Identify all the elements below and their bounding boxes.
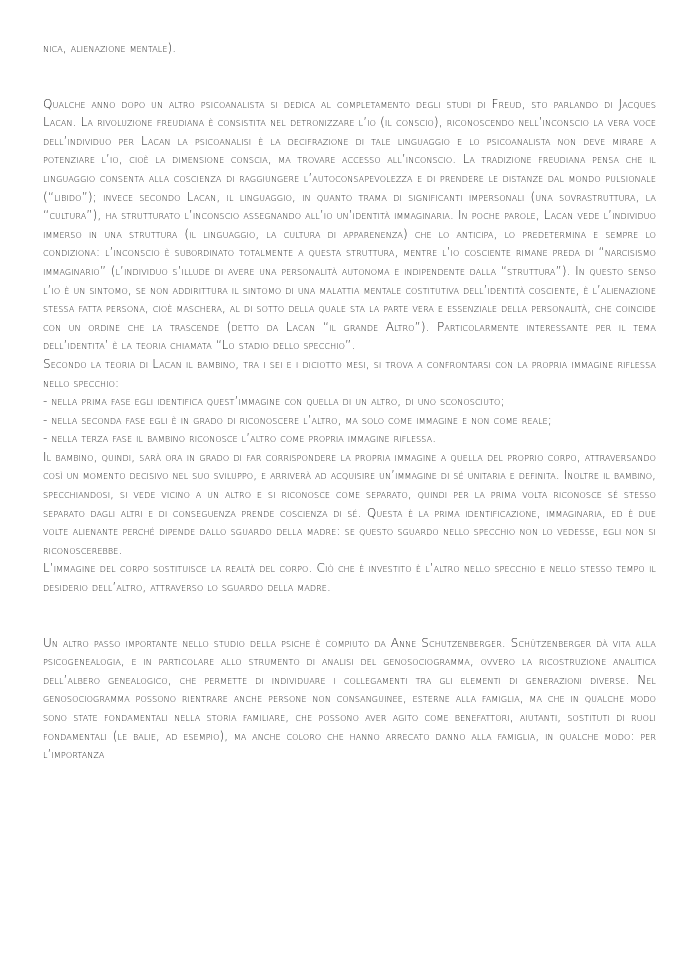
paragraph-child: Il bambino, quindi, sarà ora in grado di far corrispondere la propria immagine a quella del proprio corpo, attraversando così un momento decisivo nel suo sviluppo, e arriverà ad acquisire un’immagine di sé unitaria e definita. Inoltre il bambino, specchiandosi, si vede vicino a un altro e si riconosce come separato, quindi per la prima volta riconosce sé stesso separato dagli altri e di conseguenza prende coscienza di sé. Questa è la prima identificazione, immaginaria, ed è due volte alienante perché dipende dallo sguardo della madre: se questo sguardo nello specchio non lo vedesse, egli non si riconoscerebbe. [43, 449, 657, 557]
paragraph-gap [43, 58, 656, 95]
document-page [43, 39, 656, 764]
list-item-stage-2: - nella seconda fase egli è in grado di riconoscere l’altro, ma solo come immagine e non come reale; [43, 412, 552, 427]
paragraph-gap [43, 597, 656, 634]
list-item-stage-3: - nella terza fase il bambino riconosce l’altro come propria immagine riflessa. [43, 431, 437, 446]
paragraph-fragment-top: nica, alienazione mentale). [43, 41, 177, 55]
paragraph-intro-stages: Secondo la teoria di Lacan il bambino, tra i sei e i diciotto mesi, si trova a confrontarsi con la propria immagine riflessa nello specchio: [43, 356, 656, 390]
paragraph-schutzenberger: Un altro passo importante nello studio della psiche è compiuto da Anne Schutzenberger. Schützenberger dà vita alla psicogenealogia, e in particolare allo strumento di analisi del genosociogramma, ovvero la ricostruzione analitica dell’albero genealogico, che permette di individuare i collegamenti tra gli elementi di generazioni diverse. Nel genosociogramma possono rientrare anche persone non consanguinee, esterne alla famiglia, ma che in qualche modo sono state fondamentali nella storia familiare, che possono aver agito come benefattori, aiutanti, sostituti di ruoli fondamentali (le balie, ad esempio), ma anche coloro che hanno arrecato danno alla famiglia, in qualche modo: per l’importanza [43, 635, 656, 762]
paragraph-body-image: L’immagine del corpo sostituisce la realtà del corpo. Ciò che è investito è l’altro nello specchio e nello stesso tempo il desiderio dell’altro, attraverso lo sguardo della madre. [43, 561, 656, 595]
list-item-stage-1: - nella prima fase egli identifica quest’immagine con quella di un altro, di uno sconosciuto; [43, 394, 505, 409]
paragraph-lacan: Qualche anno dopo un altro psicoanalista si dedica al completamento degli studi di Freud, sto parlando di Jacques Lacan. La rivoluzione freudiana è consistita nel detronizzare l’io (il conscio), riconoscendo nell’inconscio la vera voce dell’individuo per Lacan la psicoanalisi è la decifrazione di tale linguaggio e lo psicoanalista non deve mirare a potenziare l’io, cioè la dimensione conscia, ma trovare accesso all’inconscio. La tradizione freudiana pensa che il linguaggio consenta alla coscienza di raggiungere l’autoconsapevolezza e di prendere le distanze dal mondo pulsionale (“libido”); invece secondo Lacan, il linguaggio, in quanto trama di significanti impersonali (una sovrastruttura, la “cultura”), ha strutturato l’inconscio assegnando all’io un’identità immaginaria. In poche parole, Lacan vede l’individuo immerso in una struttura (il linguaggio, la cultura di apparenenza) che lo anticipa, lo predetermina e sempre lo condiziona: l’inconscio è subordinato totalmente a questa struttura, mentre l’io cosciente rimane preda di “narcisismo immaginario” (l’individuo s’illude di avere una personalità autonoma e indipendente dalla “struttura”). In questo senso l’io è un sintomo, se non addirittura il sintomo di una malattia mentale costitutiva dell’identità cosciente, è l’alienazione stessa fatta persona, cioè maschera, al di sotto della quale sta la parte vera e essenziale della personalità, che coincide con un ordine che la trascende (detto da Lacan “il grande Altro”). Particolarmente interessante per il tema dell’identita’ è la teoria chiamata “Lo stadio dello specchio”. [43, 96, 656, 353]
